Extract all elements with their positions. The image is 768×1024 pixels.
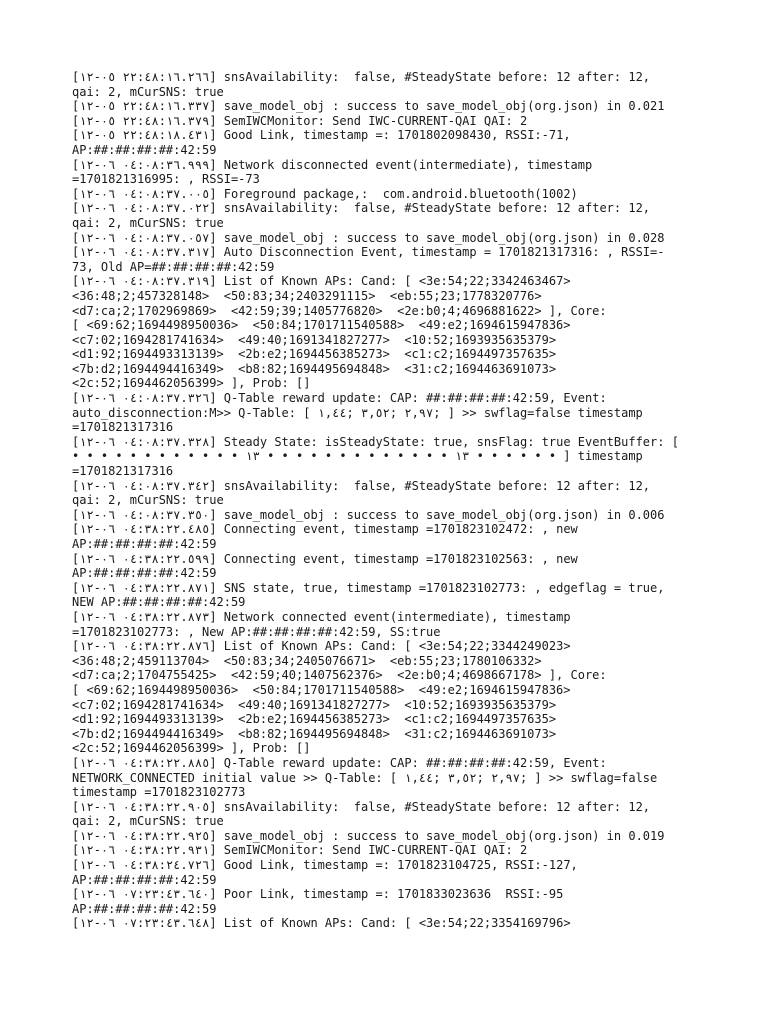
log-line: [٠٤:٠٨:٣٧.٣١٩ ٠٦-١٢] List of Known APs: Cand: [ <3e:54;22;3342463467>	[72, 274, 571, 289]
log-line: AP:##:##:##:##:42:59	[72, 901, 217, 916]
log-line: [٠٤:٣٨:٢٢.٩٢٥ ٠٦-١٢] save_model_obj : success to save_model_obj(org.json) in 0.019	[72, 828, 665, 843]
log-line: [٢٢:٤٨:١٨.٤٣١ ٠٥-١٢] Good Link, timestamp =: 1701802098430, RSSI:-71,	[72, 128, 571, 143]
log-line: [ <69:62;1694498950036> <50:84;1701711540588> <49:e2;1694615947836>	[72, 318, 571, 333]
log-line: =1701821316995: , RSSI=-73	[72, 172, 260, 187]
log-line: <d1:92;1694493313139> <2b:e2;1694456385273> <c1:c2;1694497357635>	[72, 712, 557, 727]
log-line: qai: 2, mCurSNS: true	[72, 215, 224, 230]
log-line: <d1:92;1694493313139> <2b:e2;1694456385273> <c1:c2;1694497357635>	[72, 347, 557, 362]
log-line: <d7:ca;2;1702969869> <42:59;39;1405776820> <2e:b0;4;4696881622> ], Core:	[72, 303, 607, 318]
log-line: NEW AP:##:##:##:##:42:59	[72, 595, 246, 610]
log-line: [٠٤:٠٨:٣٧.٣٢٨ ٠٦-١٢] Steady State: isSteadyState: true, snsFlag: true EventBuffer: [	[72, 434, 679, 449]
log-line: [٠٤:٠٨:٣٧.٠٠٥ ٠٦-١٢] Foreground package,: com.android.bluetooth(1002)	[72, 186, 578, 201]
log-line: [٠٤:٠٨:٣٧.٣٢٦ ٠٦-١٢] Q-Table reward update: CAP: ##:##:##:##:42:59, Event:	[72, 391, 607, 406]
log-line: AP:##:##:##:##:42:59	[72, 872, 217, 887]
log-line: <2c:52;1694462056399> ], Prob: []	[72, 376, 311, 391]
log-line: <7b:d2;1694494416349> <b8:82;1694495694848> <31:c2;1694463691073>	[72, 726, 557, 741]
log-output	[72, 70, 762, 931]
log-line: NETWORK_CONNECTED initial value >> Q-Table: [ ٢,٩٧ ;٣,٥٢ ;١,٤٤; ] >> swflag=false	[72, 770, 658, 785]
log-line: [٠٤:٣٨:٢٢.٩٣١ ٠٦-١٢] SemIWCMonitor: Send IWC-CURRENT-QAI QAI: 2	[72, 843, 528, 858]
log-line: 73, Old AP=##:##:##:##:42:59	[72, 259, 275, 274]
log-line: <2c:52;1694462056399> ], Prob: []	[72, 741, 311, 756]
log-line: <36:48;2;457328148> <50:83;34;2403291115> <eb:55;23;1778320776>	[72, 288, 542, 303]
log-line: =1701821317316	[72, 420, 174, 435]
log-line: [٠٧:٢٣:٤٣.٦٤٠ ٠٦-١٢] Poor Link, timestamp =: 1701833023636 RSSI:-95	[72, 887, 564, 902]
log-line: [٠٤:٣٨:٢٤.٧٢٦ ٠٦-١٢] Good Link, timestamp =: 1701823104725, RSSI:-127,	[72, 858, 578, 873]
log-line: AP:##:##:##:##:42:59	[72, 537, 217, 551]
log-line: =1701823102773: , New AP:##:##:##:##:42:59, SS:true	[72, 624, 441, 639]
log-line: qai: 2, mCurSNS: true	[72, 84, 224, 99]
log-line: [٠٤:٣٨:٢٢.٩٠٥ ٠٦-١٢] snsAvailability: false, #SteadyState before: 12 after: 12,	[72, 799, 651, 814]
log-line: <7b:d2;1694494416349> <b8:82;1694495694848> <31:c2;1694463691073>	[72, 361, 557, 376]
log-line: [٠٤:٣٨:٢٢.٨٨٥ ٠٦-١٢] Q-Table reward update: CAP: ##:##:##:##:42:59, Event:	[72, 755, 607, 770]
log-line: [٠٤:٣٨:٢٢.٤٨٥ ٠٦-١٢] Connecting event, timestamp =1701823102472: , new	[72, 522, 578, 537]
log-line: [٠٤:٠٨:٣٧.٠٢٢ ٠٦-١٢] snsAvailability: false, #SteadyState before: 12 after: 12,	[72, 201, 651, 216]
log-line: qai: 2, mCurSNS: true	[72, 814, 224, 829]
log-line: timestamp =1701823102773	[72, 785, 246, 800]
log-line: [٠٤:٣٨:٢٢.٥٩٩ ٠٦-١٢] Connecting event, timestamp =1701823102563: , new	[72, 551, 578, 566]
log-line: [٢٢:٤٨:١٦.٣٣٧ ٠٥-١٢] save_model_obj : success to save_model_obj(org.json) in 0.021	[72, 99, 665, 114]
log-line: [٠٧:٢٣:٤٣.٦٤٨ ٠٦-١٢] List of Known APs: Cand: [ <3e:54;22;3354169796>	[72, 916, 571, 931]
log-line: [٠٤:٣٨:٢٢.٨٧٣ ٠٦-١٢] Network connected event(intermediate), timestamp	[72, 609, 571, 624]
log-line: auto_disconnection:M>> Q-Table: [ ٢,٩٧ ;٣,٥٢ ;١,٤٤; ] >> swflag=false timestamp	[72, 405, 643, 420]
log-line: • • • • • • • • • • • • ١٣ • • • • • • • • • • • • • ١٣ • • • • • • ] timestamp	[72, 449, 643, 464]
log-line: <d7:ca;2;1704755425> <42:59;40;1407562376> <2e:b0;4;4698667178> ], Core:	[72, 668, 607, 683]
log-line: [ <69:62;1694498950036> <50:84;1701711540588> <49:e2;1694615947836>	[72, 682, 571, 697]
log-line: [٠٤:٠٨:٣٧.٣٤٢ ٠٦-١٢] snsAvailability: false, #SteadyState before: 12 after: 12,	[72, 478, 651, 493]
log-line: qai: 2, mCurSNS: true	[72, 493, 224, 508]
log-line: [٠٤:٣٨:٢٢.٨٧٦ ٠٦-١٢] List of Known APs: Cand: [ <3e:54;22;3344249023>	[72, 639, 571, 654]
log-line: [٠٤:٠٨:٣٧.٣٥٠ ٠٦-١٢] save_model_obj : success to save_model_obj(org.json) in 0.006	[72, 507, 665, 522]
log-line: <c7:02;1694281741634> <49:40;1691341827277> <10:52;1693935635379>	[72, 332, 557, 347]
log-line: <36:48;2;459113704> <50:83;34;2405076671> <eb:55;23;1780106332>	[72, 653, 542, 668]
log-line: <c7:02;1694281741634> <49:40;1691341827277> <10:52;1693935635379>	[72, 697, 557, 712]
log-line: AP:##:##:##:##:42:59	[72, 566, 217, 581]
log-line: [٠٤:٣٨:٢٢.٨٧١ ٠٦-١٢] SNS state, true, timestamp =1701823102773: , edgeflag = true,	[72, 580, 665, 595]
log-line: [٠٤:٠٨:٣٧.٣١٧ ٠٦-١٢] Auto Disconnection Event, timestamp = 1701821317316: , RSSI=-	[72, 245, 665, 260]
log-line: [٢٢:٤٨:١٦.٣٧٩ ٠٥-١٢] SemIWCMonitor: Send IWC-CURRENT-QAI QAI: 2	[72, 113, 528, 128]
log-line: AP:##:##:##:##:42:59	[72, 142, 217, 157]
log-line: [٢٢:٤٨:١٦.٢٦٦ ٠٥-١٢] snsAvailability: false, #SteadyState before: 12 after: 12,	[72, 70, 651, 84]
log-line: [٠٤:٠٨:٣٦.٩٩٩ ٠٦-١٢] Network disconnected event(intermediate), timestamp	[72, 157, 593, 172]
log-line: =1701821317316	[72, 464, 174, 479]
log-line: [٠٤:٠٨:٣٧.٠٥٧ ٠٦-١٢] save_model_obj : success to save_model_obj(org.json) in 0.028	[72, 230, 665, 245]
